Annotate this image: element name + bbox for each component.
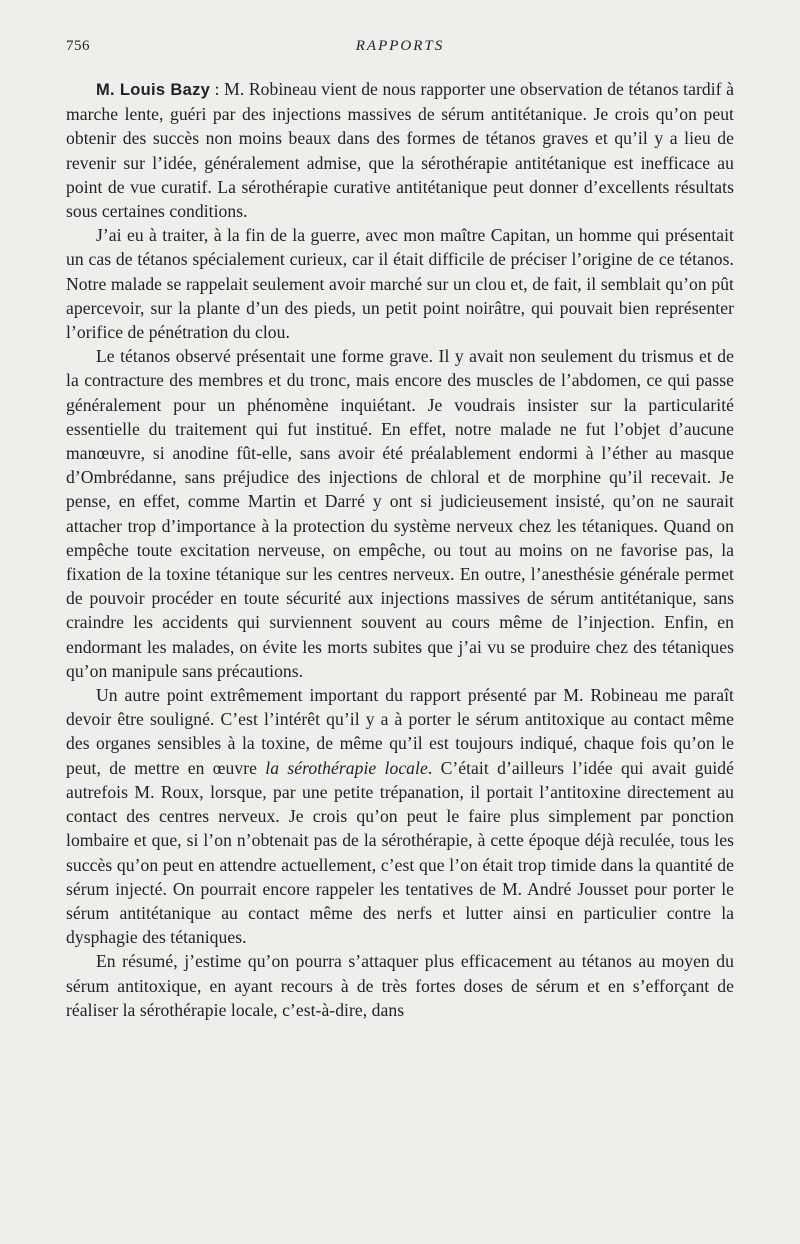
italic-phrase: la sérothérapie locale xyxy=(265,757,428,778)
speaker-name: M. Louis Bazy xyxy=(96,81,211,99)
body-text xyxy=(66,77,734,1022)
page-header xyxy=(66,38,734,62)
paragraph-3: Le tétanos observé présentait une forme grave. Il y avait non seulement du trismus et de la contracture des membres et du tronc, mais encore des muscles de l’abdomen, ce qui passe généralement pour un phénomène inquiétant. Je voudrais insister sur la particularité essentielle du traitement qui fut institué. En effet, notre malade ne fut l’objet d’aucune manœuvre, si anodine fût-elle, sans avoir été préalablement endormi à l’éther au masque d’Ombrédanne, sans préjudice des injections de chloral et de morphine qu’il recevait. Je pense, en effet, comme Martin et Darré y ont si judicieusement insisté, qu’on ne saurait attacher trop d’importance à la protection du système nerveux chez les tétaniques. Quand on empêche toute excitation nerveuse, on empêche, ou tout au moins on ne favorise pas, la fixation de la toxine tétanique sur les centres nerveux. En outre, l’anesthésie générale permet de pouvoir procéder en toute sécurité aux injections massives de sérum antitétanique, sans craindre les accidents qui surviennent souvent au cours même de l’injection. Enfin, en endormant les malades, on évite les morts subites que j’ai vu se produire chez des tétaniques qu’on manipule sans précautions. xyxy=(66,346,734,681)
paragraph-1-text: : M. Robineau vient de nous rapporter une observation de tétanos tardif à marche lente, guéri par des injections massives de sérum antitétanique. Je crois qu’on peut obtenir des succès non moins beaux dans des formes de tétanos graves et qu’il y a lieu de revenir sur l’idée, généralement admise, que la sérothérapie antitétanique est inefficace au point de vue curatif. La sérothérapie curative antitétanique peut donner d’excellents résultats sous certaines conditions. xyxy=(66,79,734,222)
paragraph-4-text-end: . C’était d’ailleurs l’idée qui avait guidé autrefois M. Roux, lorsque, par une petite trépanation, il portait l’antitoxine directement au contact des centres nerveux. Je crois qu’on peut le faire plus simplement par ponction lombaire et que, si l’on n’obtenait pas de la sérothérapie, à cette époque déjà reculée, tous les succès qu’on peut en attendre actuellement, c’est que l’on était trop timide dans la quantité de sérum injecté. On pourrait encore rappeler les tentatives de M. André Jousset pour porter le sérum antitétanique au contact même des nerfs et lutter ainsi en particulier contre la dysphagie des tétaniques. xyxy=(66,757,734,948)
paragraph-4-text-start: Un autre point extrêmement important du rapport présenté par M. Robineau me paraît devoir être souligné. C’est l’intérêt qu’il y a à porter le sérum antitoxique au contact même des organes sensibles à la toxine, de même qu’il est toujours indiqué, chaque fois qu’on le peut, de mettre en œuvre xyxy=(66,685,734,778)
paragraph-1 xyxy=(66,77,734,223)
page-number: 756 xyxy=(66,38,90,54)
paragraph-5: En résumé, j’estime qu’on pourra s’attaquer plus efficacement au tétanos au moyen du sérum antitoxique, en ayant recours à de très fortes doses de sérum et en s’efforçant de réaliser la sérothérapie locale, c’est-à-dire, dans xyxy=(66,951,734,1020)
running-head: RAPPORTS xyxy=(355,38,445,54)
paragraph-2: J’ai eu à traiter, à la fin de la guerre, avec mon maître Capitan, un homme qui présentait un cas de tétanos spécialement curieux, car il était difficile de préciser l’origine de ce tétanos. Notre malade se rappelait seulement avoir marché sur un clou et, de fait, il semblait qu’on pût apercevoir, sur la plante d’un des pieds, un petit point noirâtre, qui pouvait bien représenter l’orifice de pénétration du clou. xyxy=(66,225,734,343)
paragraph-4 xyxy=(66,683,734,949)
